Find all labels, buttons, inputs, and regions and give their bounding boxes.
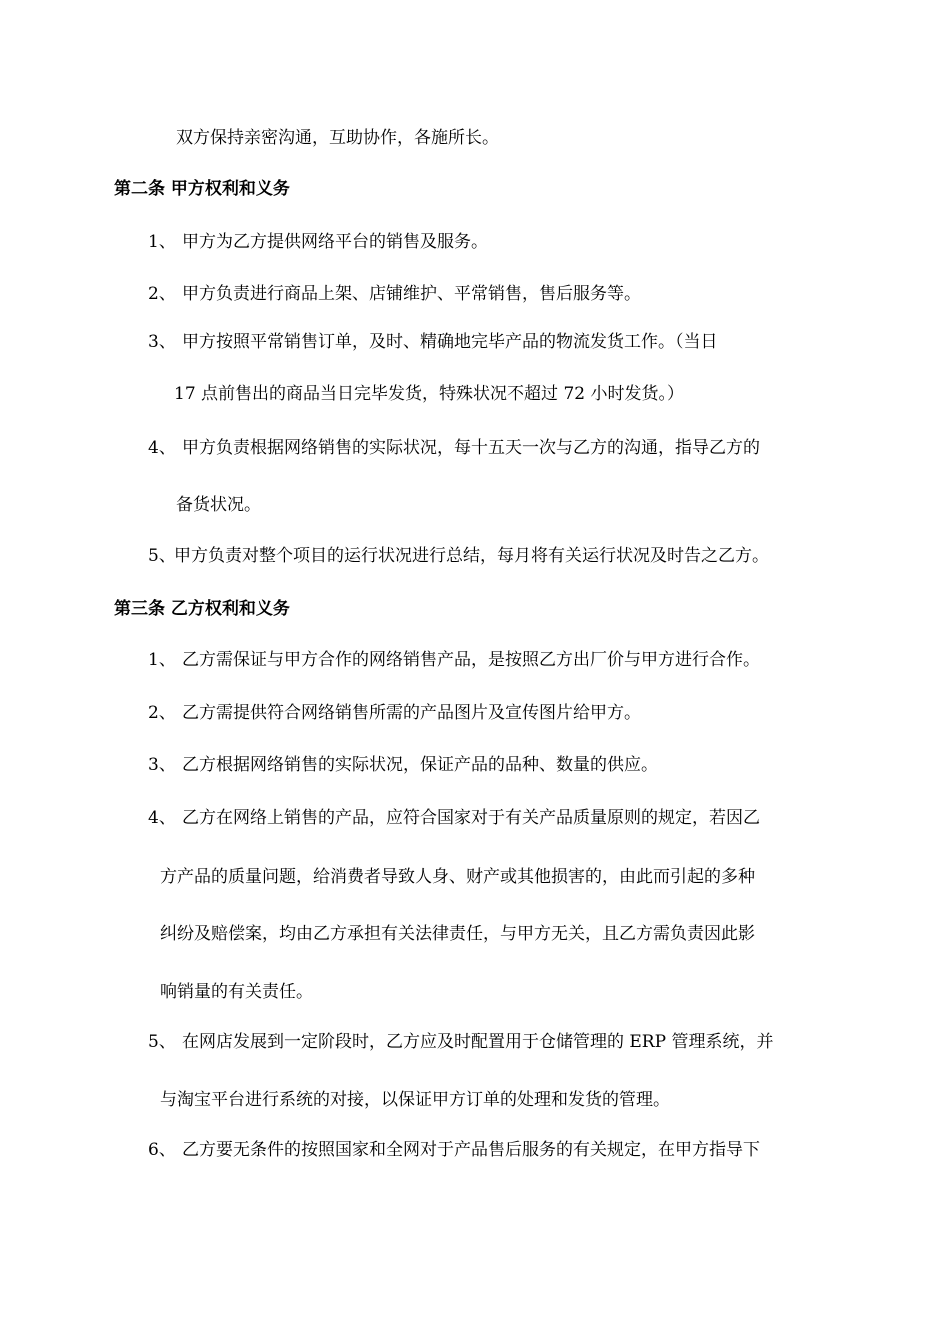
article3-item4-number: 4、: [148, 808, 176, 828]
article3-item3-number: 3、: [148, 755, 176, 775]
article3-item2-text: 乙方需提供符合网络销售所需的产品图片及宣传图片给甲方。: [182, 703, 641, 723]
article2-item2-text: 甲方负责进行商品上架、店铺维护、平常销售，售后服务等。: [182, 284, 641, 304]
article3-heading: 第三条 乙方权利和义务: [114, 599, 290, 619]
article3-item2-number: 2、: [148, 703, 176, 723]
article2-item1-number: 1、: [148, 232, 176, 252]
article3-item5-continuation: 与淘宝平台进行系统的对接，以保证甲方订单的处理和发货的管理。: [160, 1090, 670, 1110]
article3-item5-number: 5、: [148, 1032, 176, 1052]
article2-item2-number: 2、: [148, 284, 176, 304]
article2-item3-number: 3、: [148, 332, 176, 352]
article2-item4-number: 4、: [148, 438, 176, 458]
article3-item4-continuation-3: 响销量的有关责任。: [160, 982, 313, 1002]
article3-item4-continuation-2: 纠纷及赔偿案，均由乙方承担有关法律责任，与甲方无关，且乙方需负责因此影: [160, 924, 755, 944]
article3-item1-number: 1、: [148, 650, 176, 670]
article3-item4-continuation-1: 方产品的质量问题，给消费者导致人身、财产或其他损害的，由此而引起的多种: [160, 867, 755, 887]
intro-line: 双方保持亲密沟通，互助协作，各施所长。: [176, 128, 499, 148]
article3-item3-text: 乙方根据网络销售的实际状况，保证产品的品种、数量的供应。: [182, 755, 658, 775]
article2-item1-text: 甲方为乙方提供网络平台的销售及服务。: [182, 232, 488, 252]
article2-item3-text: 甲方按照平常销售订单，及时、精确地完毕产品的物流发货工作。（当日: [182, 332, 718, 352]
article3-item6-text: 乙方要无条件的按照国家和全网对于产品售后服务的有关规定，在甲方指导下: [182, 1140, 760, 1160]
article2-item3-continuation: 17 点前售出的商品当日完毕发货，特殊状况不超过 72 小时发货。）: [174, 384, 684, 404]
article3-item4-text: 乙方在网络上销售的产品，应符合国家对于有关产品质量原则的规定，若因乙: [182, 808, 760, 828]
article2-item5-text: 甲方负责对整个项目的运行状况进行总结，每月将有关运行状况及时告之乙方。: [174, 546, 769, 566]
article2-item4-text: 甲方负责根据网络销售的实际状况，每十五天一次与乙方的沟通，指导乙方的: [182, 438, 760, 458]
article2-heading: 第二条 甲方权利和义务: [114, 179, 290, 199]
article2-item5-number: 5、: [148, 546, 176, 566]
article3-item6-number: 6、: [148, 1140, 176, 1160]
article3-item5-text: 在网店发展到一定阶段时，乙方应及时配置用于仓储管理的 ERP 管理系统，并: [182, 1032, 774, 1052]
article3-item1-text: 乙方需保证与甲方合作的网络销售产品，是按照乙方出厂价与甲方进行合作。: [182, 650, 760, 670]
article2-item4-continuation: 备货状况。: [176, 495, 261, 515]
